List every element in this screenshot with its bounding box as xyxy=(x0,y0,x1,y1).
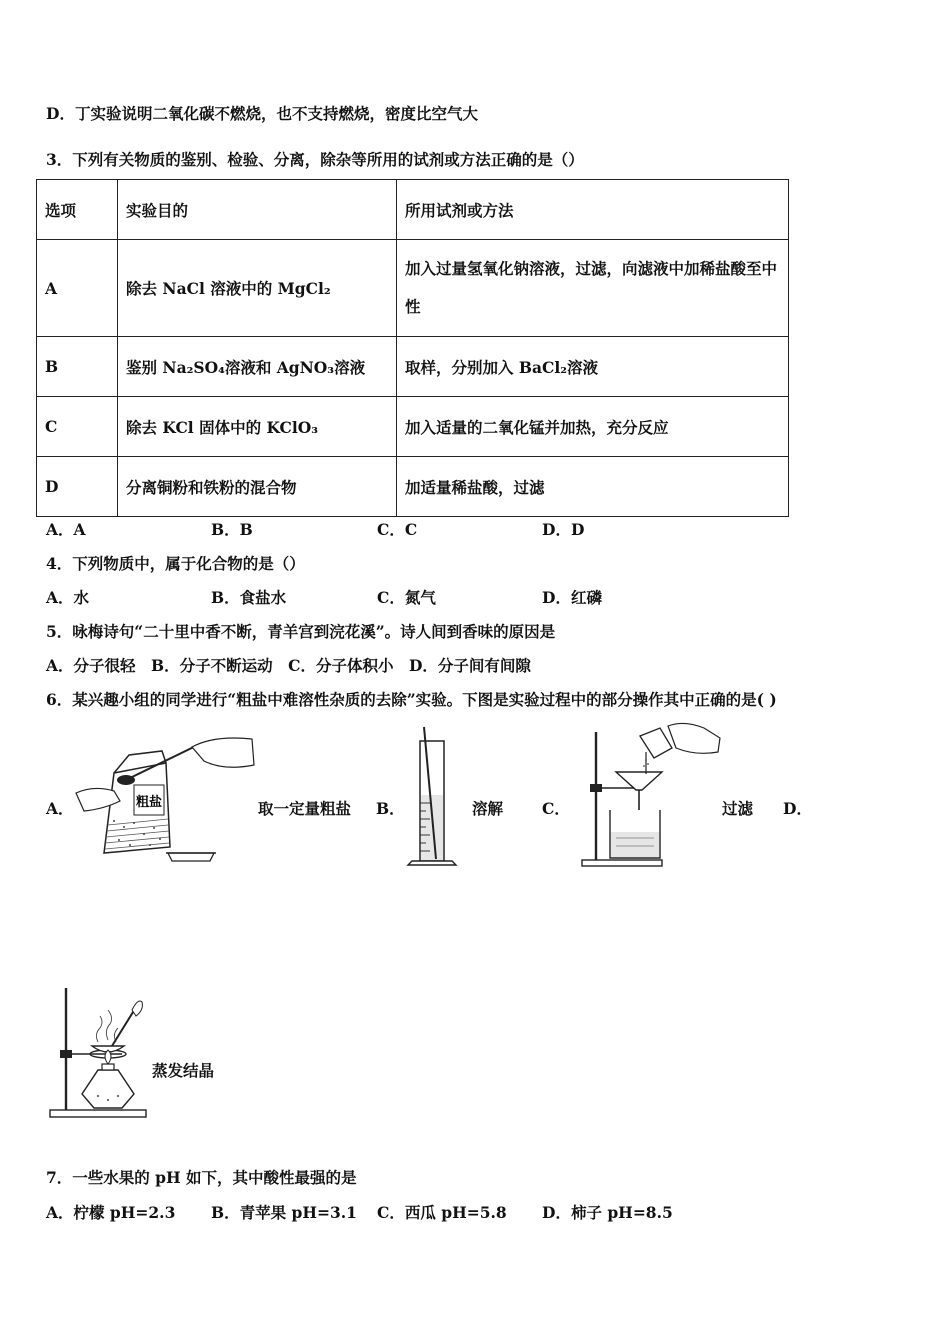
q4-option-c: C．氮气 xyxy=(377,588,436,607)
q6-option-a-caption: 取一定量粗盐 xyxy=(258,799,352,818)
dissolve-figure xyxy=(404,725,466,870)
q6-option-d-caption: 蒸发结晶 xyxy=(152,1061,215,1080)
q4-stem: 4．下列物质中，属于化合物的是（） xyxy=(46,554,305,573)
row-method: 取样，分别加入 BaCl₂溶液 xyxy=(397,337,789,397)
q6-option-c-caption: 过滤 xyxy=(722,799,754,818)
q4-option-b: B．食盐水 xyxy=(211,588,287,607)
row-purpose: 鉴别 Na₂SO₄溶液和 AgNO₃溶液 xyxy=(118,337,397,397)
table-header-row xyxy=(37,180,789,240)
bag-label: 粗盐 xyxy=(135,795,163,810)
q7-option-c: C．西瓜 pH=5.8 xyxy=(377,1203,507,1222)
q6-option-c-letter: C． xyxy=(542,799,570,818)
q3-stem: 3．下列有关物质的鉴别、检验、分离，除杂等所用的试剂或方法正确的是（） xyxy=(46,150,584,169)
row-method: 加入适量的二氧化锰并加热，充分反应 xyxy=(397,397,789,457)
q6-option-b-caption: 溶解 xyxy=(472,799,504,818)
take-salt-figure xyxy=(74,735,256,865)
q7-option-d: D．柿子 pH=8.5 xyxy=(542,1203,673,1222)
table-row xyxy=(37,337,789,397)
row-key: B xyxy=(37,337,118,397)
row-purpose: 除去 NaCl 溶液中的 MgCl₂ xyxy=(118,240,397,337)
q6-option-d-letter: D． xyxy=(783,799,812,818)
q3-option-b: B．B xyxy=(211,520,253,539)
row-key: D xyxy=(37,457,118,517)
row-purpose: 除去 KCl 固体中的 KClO₃ xyxy=(118,397,397,457)
table-row xyxy=(37,457,789,517)
row-key: A xyxy=(37,240,118,337)
q2-option-d: D．丁实验说明二氧化碳不燃烧，也不支持燃烧，密度比空气大 xyxy=(46,104,478,123)
q7-stem: 7．一些水果的 pH 如下，其中酸性最强的是 xyxy=(46,1168,357,1187)
q3-table xyxy=(36,179,789,517)
q6-stem: 6．某兴趣小组的同学进行“粗盐中难溶性杂质的去除”实验。下图是实验过程中的部分操作其中正确的是( ) xyxy=(46,690,777,709)
q5-stem: 5．咏梅诗句“二十里中香不断，青羊宫到浣花溪”。诗人间到香味的原因是 xyxy=(46,622,556,641)
q3-option-d: D．D xyxy=(542,520,585,539)
q7-option-b: B．青苹果 pH=3.1 xyxy=(211,1203,357,1222)
table-row xyxy=(37,240,789,337)
row-purpose: 分离铜粉和铁粉的混合物 xyxy=(118,457,397,517)
q6-option-b-letter: B． xyxy=(376,799,405,818)
filter-figure xyxy=(580,722,722,870)
header-purpose: 实验目的 xyxy=(118,180,397,240)
row-method: 加入过量氢氧化钠溶液，过滤，向滤液中加稀盐酸至中性 xyxy=(397,240,789,337)
table-row xyxy=(37,397,789,457)
row-method: 加适量稀盐酸，过滤 xyxy=(397,457,789,517)
q3-option-a: A．A xyxy=(46,520,86,539)
header-option: 选项 xyxy=(37,180,118,240)
q3-option-c: C．C xyxy=(377,520,418,539)
evaporate-figure xyxy=(46,984,148,1120)
header-method: 所用试剂或方法 xyxy=(397,180,789,240)
q4-option-d: D．红磷 xyxy=(542,588,602,607)
q4-option-a: A．水 xyxy=(46,588,90,607)
q5-options: A．分子很轻 B．分子不断运动 C．分子体积小 D．分子间有间隙 xyxy=(46,656,531,675)
row-key: C xyxy=(37,397,118,457)
q6-option-a-letter: A． xyxy=(46,799,74,818)
q7-option-a: A．柠檬 pH=2.3 xyxy=(46,1203,176,1222)
